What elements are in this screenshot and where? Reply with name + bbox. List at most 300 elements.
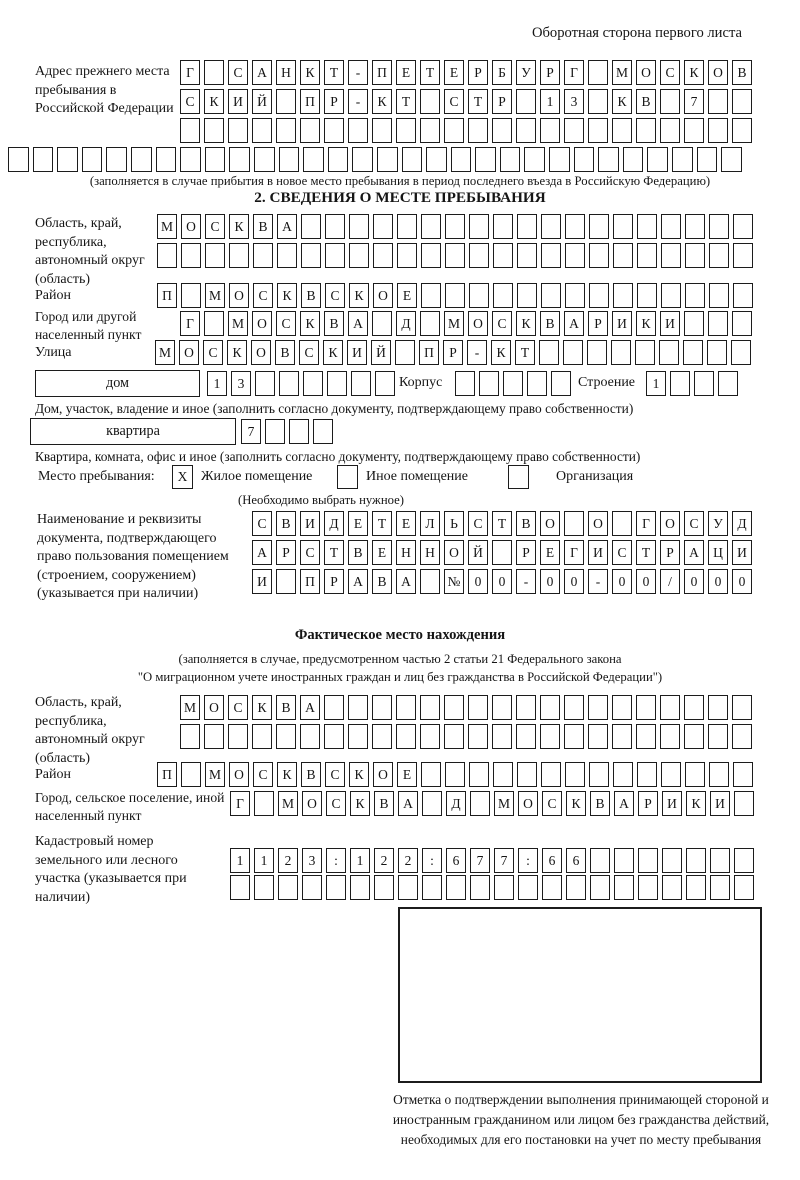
char-cell[interactable] xyxy=(420,118,440,143)
char-cell[interactable] xyxy=(205,147,226,172)
char-cell[interactable]: В xyxy=(301,762,321,787)
char-cell[interactable] xyxy=(710,848,730,873)
char-cell[interactable]: С xyxy=(492,311,512,336)
char-cell[interactable] xyxy=(421,283,441,308)
char-cell[interactable]: 1 xyxy=(254,848,274,873)
char-cell[interactable] xyxy=(697,147,718,172)
char-cell[interactable] xyxy=(708,118,728,143)
char-cell[interactable] xyxy=(276,569,296,594)
char-cell[interactable]: К xyxy=(277,762,297,787)
char-cell[interactable] xyxy=(396,724,416,749)
char-cell[interactable]: 0 xyxy=(564,569,584,594)
char-cell[interactable] xyxy=(493,762,513,787)
char-cell[interactable]: М xyxy=(155,340,175,365)
char-cell[interactable]: С xyxy=(612,540,632,565)
char-cell[interactable]: К xyxy=(323,340,343,365)
char-cell[interactable]: М xyxy=(205,762,225,787)
char-cell[interactable] xyxy=(670,371,690,396)
char-cell[interactable]: - xyxy=(467,340,487,365)
char-cell[interactable] xyxy=(540,724,560,749)
char-cell[interactable]: М xyxy=(205,283,225,308)
char-cell[interactable]: : xyxy=(518,848,538,873)
char-cell[interactable] xyxy=(708,89,728,114)
char-cell[interactable]: К xyxy=(349,762,369,787)
char-cell[interactable]: С xyxy=(299,340,319,365)
char-cell[interactable] xyxy=(420,695,440,720)
char-cell[interactable]: А xyxy=(564,311,584,336)
char-cell[interactable]: 1 xyxy=(540,89,560,114)
char-cell[interactable]: У xyxy=(708,511,728,536)
char-cell[interactable]: Р xyxy=(324,569,344,594)
char-cell[interactable] xyxy=(734,791,754,816)
char-cell[interactable]: Й xyxy=(468,540,488,565)
char-cell[interactable] xyxy=(672,147,693,172)
char-cell[interactable] xyxy=(492,540,512,565)
char-cell[interactable] xyxy=(82,147,103,172)
char-cell[interactable] xyxy=(541,214,561,239)
char-cell[interactable]: С xyxy=(203,340,223,365)
char-cell[interactable]: Ь xyxy=(444,511,464,536)
char-cell[interactable] xyxy=(313,419,333,444)
char-cell[interactable] xyxy=(252,118,272,143)
char-cell[interactable] xyxy=(731,340,751,365)
char-cell[interactable]: К xyxy=(516,311,536,336)
char-cell[interactable] xyxy=(420,311,440,336)
char-cell[interactable] xyxy=(254,791,274,816)
char-cell[interactable]: С xyxy=(660,60,680,85)
char-cell[interactable] xyxy=(181,283,201,308)
char-cell[interactable] xyxy=(289,419,309,444)
char-cell[interactable]: О xyxy=(229,762,249,787)
char-cell[interactable]: С xyxy=(180,89,200,114)
char-cell[interactable]: А xyxy=(614,791,634,816)
char-cell[interactable] xyxy=(470,875,490,900)
char-cell[interactable] xyxy=(180,147,201,172)
char-cell[interactable] xyxy=(516,724,536,749)
char-cell[interactable]: 0 xyxy=(540,569,560,594)
char-cell[interactable]: Е xyxy=(397,283,417,308)
char-cell[interactable]: 0 xyxy=(468,569,488,594)
char-cell[interactable] xyxy=(732,724,752,749)
char-cell[interactable] xyxy=(493,283,513,308)
char-cell[interactable] xyxy=(565,762,585,787)
char-cell[interactable]: К xyxy=(204,89,224,114)
char-cell[interactable] xyxy=(451,147,472,172)
char-cell[interactable]: Р xyxy=(276,540,296,565)
char-cell[interactable] xyxy=(475,147,496,172)
char-cell[interactable] xyxy=(686,848,706,873)
char-cell[interactable] xyxy=(542,875,562,900)
char-cell[interactable] xyxy=(564,511,584,536)
char-cell[interactable] xyxy=(540,118,560,143)
char-cell[interactable] xyxy=(662,848,682,873)
char-cell[interactable] xyxy=(732,118,752,143)
char-cell[interactable] xyxy=(733,243,753,268)
char-cell[interactable] xyxy=(590,848,610,873)
char-cell[interactable] xyxy=(421,243,441,268)
char-cell[interactable] xyxy=(279,371,299,396)
char-cell[interactable] xyxy=(445,214,465,239)
char-cell[interactable]: - xyxy=(348,60,368,85)
char-cell[interactable]: С xyxy=(228,60,248,85)
char-cell[interactable]: В xyxy=(324,311,344,336)
char-cell[interactable] xyxy=(516,118,536,143)
char-cell[interactable] xyxy=(638,848,658,873)
char-cell[interactable] xyxy=(301,214,321,239)
checkbox-other-premises[interactable] xyxy=(337,465,358,489)
char-cell[interactable] xyxy=(516,695,536,720)
char-cell[interactable]: Т xyxy=(324,60,344,85)
char-cell[interactable] xyxy=(527,371,547,396)
char-cell[interactable]: В xyxy=(348,540,368,565)
char-cell[interactable] xyxy=(539,340,559,365)
char-cell[interactable] xyxy=(636,724,656,749)
char-cell[interactable] xyxy=(468,695,488,720)
char-cell[interactable] xyxy=(637,283,657,308)
char-cell[interactable] xyxy=(565,214,585,239)
char-cell[interactable]: В xyxy=(732,60,752,85)
char-cell[interactable] xyxy=(709,214,729,239)
char-cell[interactable]: О xyxy=(204,695,224,720)
char-cell[interactable]: 0 xyxy=(492,569,512,594)
char-cell[interactable] xyxy=(708,724,728,749)
char-cell[interactable] xyxy=(694,371,714,396)
char-cell[interactable]: 6 xyxy=(566,848,586,873)
char-cell[interactable] xyxy=(494,875,514,900)
char-cell[interactable] xyxy=(156,147,177,172)
char-cell[interactable] xyxy=(721,147,742,172)
char-cell[interactable]: Е xyxy=(396,60,416,85)
char-cell[interactable]: К xyxy=(491,340,511,365)
char-cell[interactable] xyxy=(517,214,537,239)
char-cell[interactable]: И xyxy=(347,340,367,365)
char-cell[interactable]: О xyxy=(540,511,560,536)
char-cell[interactable] xyxy=(8,147,29,172)
char-cell[interactable] xyxy=(589,283,609,308)
char-cell[interactable]: И xyxy=(252,569,272,594)
char-cell[interactable]: С xyxy=(276,311,296,336)
char-cell[interactable]: Р xyxy=(468,60,488,85)
char-cell[interactable] xyxy=(180,724,200,749)
char-cell[interactable] xyxy=(446,875,466,900)
char-cell[interactable]: О xyxy=(302,791,322,816)
char-cell[interactable]: Т xyxy=(468,89,488,114)
char-cell[interactable]: К xyxy=(636,311,656,336)
char-cell[interactable] xyxy=(204,311,224,336)
char-cell[interactable] xyxy=(469,283,489,308)
char-cell[interactable] xyxy=(375,371,395,396)
char-cell[interactable]: Р xyxy=(492,89,512,114)
char-cell[interactable]: К xyxy=(229,214,249,239)
char-cell[interactable]: И xyxy=(732,540,752,565)
char-cell[interactable] xyxy=(623,147,644,172)
char-cell[interactable] xyxy=(326,875,346,900)
char-cell[interactable]: № xyxy=(444,569,464,594)
char-cell[interactable]: А xyxy=(252,60,272,85)
char-cell[interactable]: Т xyxy=(324,540,344,565)
char-cell[interactable]: Г xyxy=(564,60,584,85)
char-cell[interactable] xyxy=(614,848,634,873)
char-cell[interactable] xyxy=(265,419,285,444)
char-cell[interactable] xyxy=(492,118,512,143)
char-cell[interactable] xyxy=(444,118,464,143)
char-cell[interactable] xyxy=(636,695,656,720)
char-cell[interactable] xyxy=(684,695,704,720)
char-cell[interactable] xyxy=(372,118,392,143)
char-cell[interactable]: : xyxy=(326,848,346,873)
char-cell[interactable] xyxy=(469,762,489,787)
char-cell[interactable]: О xyxy=(708,60,728,85)
char-cell[interactable] xyxy=(564,695,584,720)
char-cell[interactable]: Н xyxy=(396,540,416,565)
char-cell[interactable] xyxy=(636,118,656,143)
char-cell[interactable] xyxy=(395,340,415,365)
char-cell[interactable] xyxy=(397,243,417,268)
char-cell[interactable] xyxy=(492,695,512,720)
char-cell[interactable] xyxy=(524,147,545,172)
char-cell[interactable] xyxy=(276,89,296,114)
char-cell[interactable]: У xyxy=(516,60,536,85)
char-cell[interactable]: И xyxy=(588,540,608,565)
char-cell[interactable]: Н xyxy=(276,60,296,85)
char-cell[interactable]: И xyxy=(228,89,248,114)
char-cell[interactable]: А xyxy=(252,540,272,565)
char-cell[interactable]: Г xyxy=(180,60,200,85)
char-cell[interactable]: 1 xyxy=(350,848,370,873)
char-cell[interactable]: О xyxy=(588,511,608,536)
char-cell[interactable] xyxy=(565,243,585,268)
char-cell[interactable] xyxy=(589,243,609,268)
char-cell[interactable] xyxy=(588,695,608,720)
char-cell[interactable]: М xyxy=(612,60,632,85)
char-cell[interactable] xyxy=(566,875,586,900)
char-cell[interactable]: Г xyxy=(564,540,584,565)
char-cell[interactable] xyxy=(733,283,753,308)
char-cell[interactable] xyxy=(252,724,272,749)
char-cell[interactable] xyxy=(612,511,632,536)
char-cell[interactable]: К xyxy=(612,89,632,114)
char-cell[interactable]: М xyxy=(228,311,248,336)
char-cell[interactable] xyxy=(229,147,250,172)
char-cell[interactable] xyxy=(612,724,632,749)
char-cell[interactable] xyxy=(398,875,418,900)
char-cell[interactable]: А xyxy=(398,791,418,816)
char-cell[interactable]: Е xyxy=(397,762,417,787)
char-cell[interactable] xyxy=(374,875,394,900)
char-cell[interactable] xyxy=(660,118,680,143)
char-cell[interactable] xyxy=(57,147,78,172)
char-cell[interactable] xyxy=(181,243,201,268)
char-cell[interactable]: А xyxy=(348,569,368,594)
char-cell[interactable]: Т xyxy=(492,511,512,536)
char-cell[interactable]: 1 xyxy=(230,848,250,873)
checkbox-organization[interactable] xyxy=(508,465,529,489)
char-cell[interactable] xyxy=(589,214,609,239)
char-cell[interactable] xyxy=(685,762,705,787)
char-cell[interactable] xyxy=(709,283,729,308)
char-cell[interactable]: А xyxy=(348,311,368,336)
char-cell[interactable]: К xyxy=(350,791,370,816)
char-cell[interactable]: К xyxy=(277,283,297,308)
char-cell[interactable] xyxy=(373,243,393,268)
char-cell[interactable]: С xyxy=(325,283,345,308)
char-cell[interactable] xyxy=(598,147,619,172)
char-cell[interactable] xyxy=(661,243,681,268)
char-cell[interactable] xyxy=(718,371,738,396)
char-cell[interactable]: В xyxy=(372,569,392,594)
char-cell[interactable] xyxy=(637,214,657,239)
char-cell[interactable]: О xyxy=(181,214,201,239)
char-cell[interactable] xyxy=(420,89,440,114)
char-cell[interactable] xyxy=(351,371,371,396)
char-cell[interactable] xyxy=(253,243,273,268)
char-cell[interactable] xyxy=(229,243,249,268)
char-cell[interactable]: 0 xyxy=(636,569,656,594)
char-cell[interactable]: К xyxy=(686,791,706,816)
char-cell[interactable]: М xyxy=(494,791,514,816)
char-cell[interactable] xyxy=(469,214,489,239)
char-cell[interactable]: В xyxy=(275,340,295,365)
char-cell[interactable] xyxy=(732,695,752,720)
char-cell[interactable] xyxy=(420,724,440,749)
char-cell[interactable] xyxy=(455,371,475,396)
char-cell[interactable]: О xyxy=(518,791,538,816)
char-cell[interactable]: И xyxy=(300,511,320,536)
char-cell[interactable]: П xyxy=(300,569,320,594)
char-cell[interactable] xyxy=(503,371,523,396)
char-cell[interactable] xyxy=(661,283,681,308)
char-cell[interactable]: С xyxy=(542,791,562,816)
char-cell[interactable]: С xyxy=(228,695,248,720)
char-cell[interactable] xyxy=(324,695,344,720)
char-cell[interactable] xyxy=(324,118,344,143)
char-cell[interactable]: Д xyxy=(324,511,344,536)
char-cell[interactable] xyxy=(445,283,465,308)
char-cell[interactable] xyxy=(479,371,499,396)
char-cell[interactable]: К xyxy=(227,340,247,365)
char-cell[interactable]: О xyxy=(468,311,488,336)
char-cell[interactable] xyxy=(647,147,668,172)
char-cell[interactable] xyxy=(303,147,324,172)
char-cell[interactable] xyxy=(325,214,345,239)
char-cell[interactable] xyxy=(685,243,705,268)
char-cell[interactable]: 7 xyxy=(684,89,704,114)
char-cell[interactable]: 3 xyxy=(564,89,584,114)
char-cell[interactable]: О xyxy=(251,340,271,365)
char-cell[interactable]: И xyxy=(710,791,730,816)
char-cell[interactable]: О xyxy=(444,540,464,565)
char-cell[interactable] xyxy=(662,875,682,900)
char-cell[interactable]: Ц xyxy=(708,540,728,565)
char-cell[interactable] xyxy=(349,243,369,268)
char-cell[interactable] xyxy=(588,724,608,749)
char-cell[interactable]: 1 xyxy=(207,371,227,396)
char-cell[interactable] xyxy=(563,340,583,365)
char-cell[interactable] xyxy=(588,118,608,143)
char-cell[interactable]: Т xyxy=(515,340,535,365)
char-cell[interactable] xyxy=(420,569,440,594)
char-cell[interactable] xyxy=(613,762,633,787)
char-cell[interactable] xyxy=(684,118,704,143)
char-cell[interactable] xyxy=(205,243,225,268)
char-cell[interactable]: - xyxy=(516,569,536,594)
char-cell[interactable]: Т xyxy=(396,89,416,114)
char-cell[interactable]: М xyxy=(278,791,298,816)
char-cell[interactable] xyxy=(709,243,729,268)
char-cell[interactable] xyxy=(637,762,657,787)
char-cell[interactable] xyxy=(708,311,728,336)
char-cell[interactable] xyxy=(397,214,417,239)
char-cell[interactable] xyxy=(661,214,681,239)
char-cell[interactable]: В xyxy=(540,311,560,336)
char-cell[interactable] xyxy=(348,724,368,749)
char-cell[interactable] xyxy=(635,340,655,365)
char-cell[interactable]: К xyxy=(349,283,369,308)
char-cell[interactable] xyxy=(588,89,608,114)
char-cell[interactable]: О xyxy=(229,283,249,308)
char-cell[interactable] xyxy=(517,283,537,308)
char-cell[interactable]: С xyxy=(444,89,464,114)
char-cell[interactable]: Л xyxy=(420,511,440,536)
char-cell[interactable] xyxy=(157,243,177,268)
char-cell[interactable] xyxy=(131,147,152,172)
char-cell[interactable] xyxy=(325,243,345,268)
char-cell[interactable]: К xyxy=(684,60,704,85)
char-cell[interactable]: Г xyxy=(230,791,250,816)
char-cell[interactable] xyxy=(228,724,248,749)
char-cell[interactable] xyxy=(710,875,730,900)
char-cell[interactable]: М xyxy=(444,311,464,336)
char-cell[interactable]: В xyxy=(516,511,536,536)
char-cell[interactable]: Е xyxy=(444,60,464,85)
char-cell[interactable]: Д xyxy=(396,311,416,336)
char-cell[interactable] xyxy=(276,118,296,143)
char-cell[interactable] xyxy=(301,243,321,268)
char-cell[interactable] xyxy=(732,89,752,114)
char-cell[interactable]: Р xyxy=(516,540,536,565)
char-cell[interactable] xyxy=(733,762,753,787)
char-cell[interactable] xyxy=(396,118,416,143)
char-cell[interactable] xyxy=(327,371,347,396)
char-cell[interactable] xyxy=(204,724,224,749)
char-cell[interactable] xyxy=(468,724,488,749)
char-cell[interactable] xyxy=(732,311,752,336)
char-cell[interactable] xyxy=(470,791,490,816)
char-cell[interactable] xyxy=(564,724,584,749)
char-cell[interactable]: О xyxy=(660,511,680,536)
char-cell[interactable]: 2 xyxy=(398,848,418,873)
char-cell[interactable] xyxy=(278,875,298,900)
char-cell[interactable] xyxy=(255,371,275,396)
char-cell[interactable] xyxy=(612,695,632,720)
char-cell[interactable] xyxy=(707,340,727,365)
char-cell[interactable]: К xyxy=(252,695,272,720)
char-cell[interactable]: О xyxy=(373,762,393,787)
char-cell[interactable] xyxy=(324,724,344,749)
char-cell[interactable] xyxy=(500,147,521,172)
char-cell[interactable] xyxy=(549,147,570,172)
char-cell[interactable]: С xyxy=(325,762,345,787)
char-cell[interactable]: П xyxy=(157,762,177,787)
char-cell[interactable]: О xyxy=(636,60,656,85)
char-cell[interactable] xyxy=(660,89,680,114)
char-cell[interactable]: Р xyxy=(324,89,344,114)
char-cell[interactable]: С xyxy=(253,762,273,787)
char-cell[interactable]: 6 xyxy=(542,848,562,873)
char-cell[interactable]: А xyxy=(277,214,297,239)
char-cell[interactable] xyxy=(613,243,633,268)
char-cell[interactable]: Р xyxy=(443,340,463,365)
